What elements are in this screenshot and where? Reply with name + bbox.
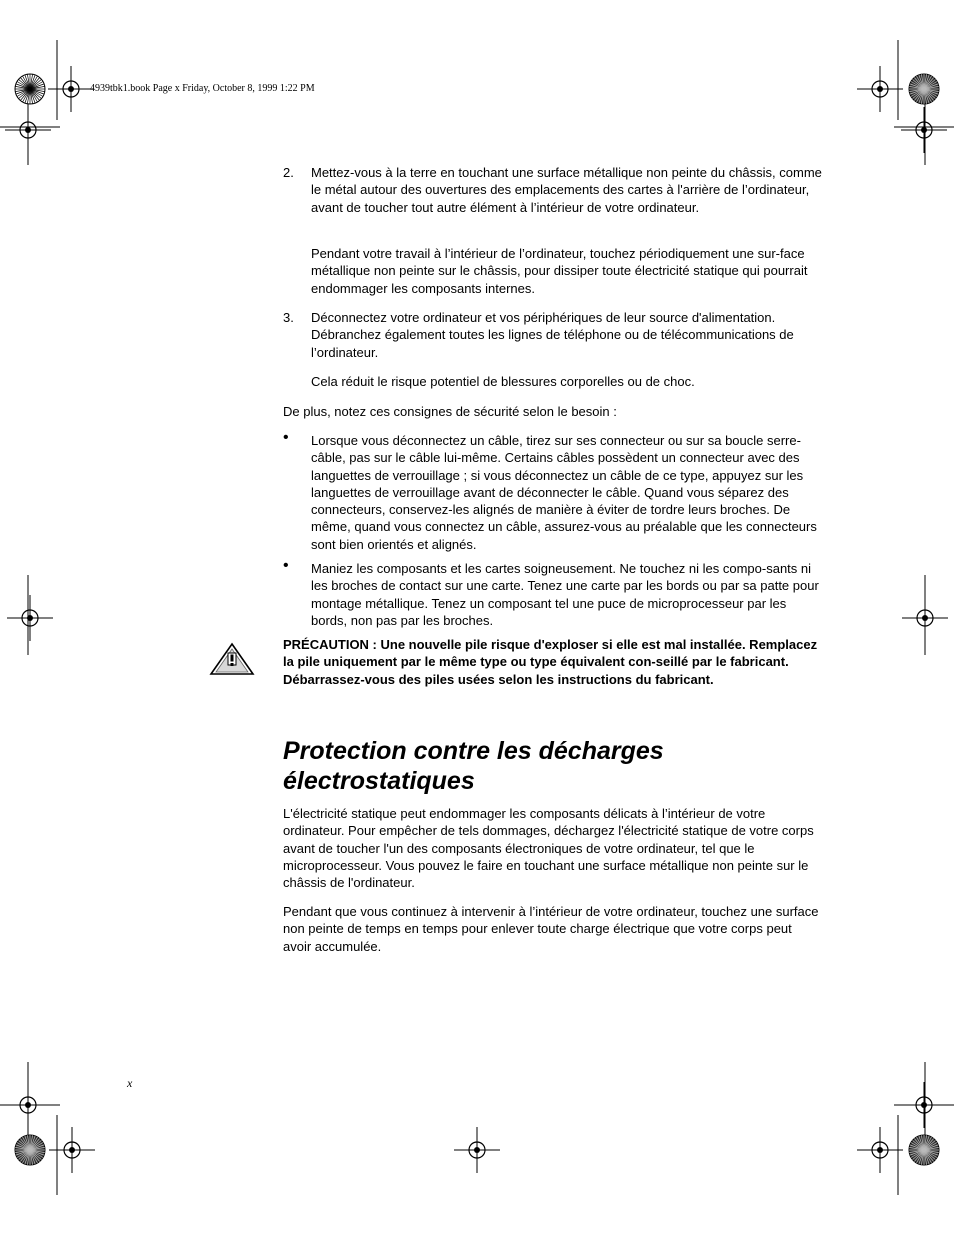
- starburst-mark-bottom-right: [908, 1134, 940, 1166]
- step-text: Mettez-vous à la terre en touchant une surface métallique non peinte du châssis, comme le métal autour des ouvertures des emplacements des cartes à l'arrière de l’ordinateur, avant de toucher tout autre élément à l’intérieur de votre ordinateur.: [311, 165, 822, 215]
- step-text: Déconnectez votre ordinateur et vos périphériques de leur source d'alimentation. Débranchez également toutes les lignes de téléphone ou de télécommunications de l’ordinateur.: [311, 310, 794, 360]
- caution-notice: PRÉCAUTION : Une nouvelle pile risque d'exploser si elle est mal installée. Remplacez la pile uniquement par le même type ou type équivalent con-seillé par le fabricant. Débarrassez-vous des piles usées selon les instructions du fabricant.: [283, 637, 818, 687]
- caution-warning-icon: [209, 642, 255, 676]
- bullet-item: [283, 429, 823, 553]
- print-header: 4939tbk1.book Page x Friday, October 8, 1999 1:22 PM: [90, 83, 315, 94]
- section-heading-line1: Protection contre les décharges: [283, 737, 664, 765]
- step-number: 3.: [283, 310, 294, 325]
- bullet-symbol: •: [283, 557, 289, 574]
- bullet-text: Lorsque vous déconnectez un câble, tirez sur ses connecteur ou sur sa boucle serre-câble, pas sur le câble lui-même. Certains câbles possèdent un connecteur avec des languettes de verrouillage ; si vous déconnectez un câble de ce type, appuyez sur les languettes de verrouillage avant de déconnecter le câble. Quand vous séparez des connecteurs, conservez-les alignés de manière à éviter de tordre leurs broches. De même, quand vous connectez un câble, assurez-vous au préalable que les connecteurs sont bien orientés et alignés.: [311, 433, 817, 552]
- starburst-mark-top-left: [14, 73, 46, 105]
- starburst-mark-top-right: [908, 73, 940, 105]
- bullet-symbol: •: [283, 429, 289, 446]
- bullets-intro: De plus, notez ces consignes de sécurité selon le besoin :: [283, 404, 617, 419]
- step-note: Pendant votre travail à l’intérieur de l’ordinateur, touchez périodiquement une sur-face métallique non peinte sur le châssis, pour dissiper toute électricité statique qui pourrait endommager les composants internes.: [311, 246, 808, 296]
- bullet-item: [283, 557, 823, 629]
- step-item: [283, 164, 823, 216]
- step-number: 2.: [283, 165, 294, 180]
- step-item: [283, 309, 823, 361]
- section-paragraph: L'électricité statique peut endommager les composants délicats à l’intérieur de votre ordinateur. Pour empêcher de tels dommages, déchargez l'électricité statique de votre corps avant de toucher l'un des composants électroniques de votre ordinateur, tel que le microprocesseur. Vous pouvez le faire en touchant une surface métallique non peinte sur le châssis de l'ordinateur.: [283, 806, 814, 891]
- starburst-mark-bottom-left: [14, 1134, 46, 1166]
- section-paragraph: Pendant que vous continuez à intervenir à l’intérieur de votre ordinateur, touchez une surface non peinte de temps en temps pour enlever toute charge électrique que votre corps peut avoir accumulée.: [283, 904, 819, 954]
- bullet-text: Maniez les composants et les cartes soigneusement. Ne touchez ni les compo-sants ni les broches de contact sur une carte. Tenez une carte par les bords ou par sa patte pour montage métallique. Tenez un composant tel une puce de microprocesseur par les bords, non pas par les broches.: [311, 561, 819, 628]
- page-number: x: [127, 1076, 133, 1090]
- section-heading-line2: électrostatiques: [283, 767, 475, 795]
- section-heading: [283, 736, 843, 796]
- step-note: Cela réduit le risque potentiel de blessures corporelles ou de choc.: [311, 374, 695, 389]
